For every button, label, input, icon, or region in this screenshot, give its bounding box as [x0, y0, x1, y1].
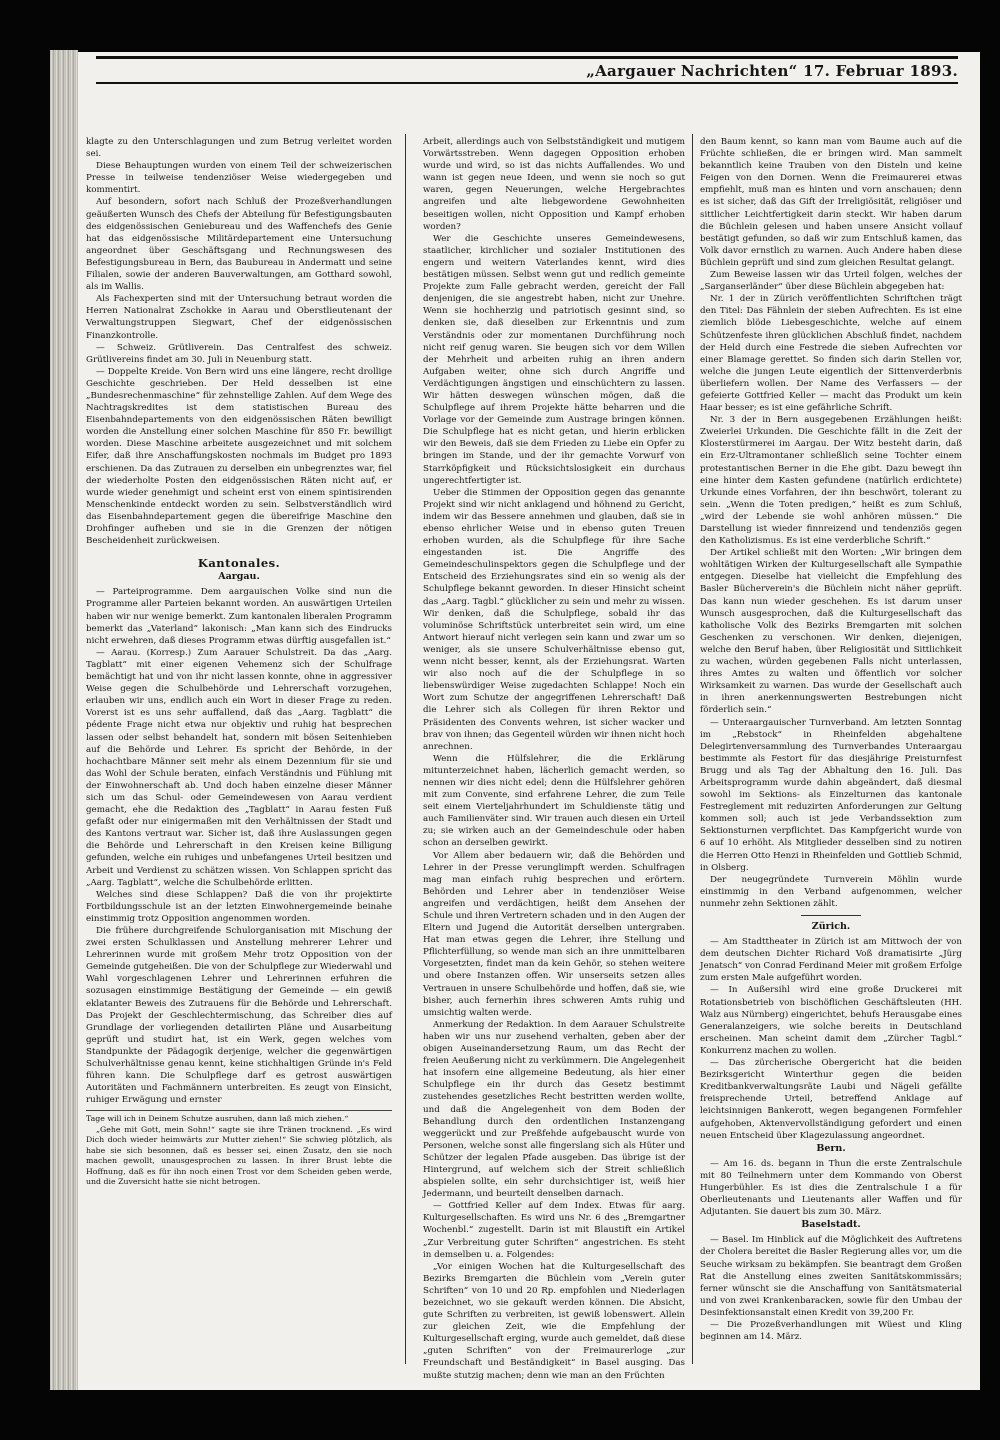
paragraph: — Basel. Im Hinblick auf die Möglichkeit des Auftretens der Cholera bereitet die Basler Regierung alles vor, um die Seuche wirksam zu bekämpfen. Sie beantragt dem Großen Rat die Anstellung eines zweiten Sanitätskommissärs; ferner wünscht sie die Anschaffung von Sanitätsmaterial und von zwei Krankenbaracken, sowie für den Umbau der Desinfektionsanstalt einen Kredit von 39,200 Fr.	[700, 1235, 962, 1318]
footer-paragraph: „Gehe mit Gott, mein Sohn!“ sagte sie ihre Tränen trocknend. „Es wird Dich doch wieder heimwärts zur Mutter ziehen!“ Sie schwieg plötzlich, als habe sie sich besonnen, daß es besser sei, einen Zusatz, den sie noch machen gewollt, unausgesprochen zu lassen. In ihrer Brust lebte die Hoffnung, daß es für ihn noch einen Trost vor dem Scheiden geben werde, und die Zuversicht hatte sie nicht betrogen.	[86, 1124, 392, 1187]
page-header	[96, 60, 958, 84]
column-3	[700, 136, 962, 1358]
paragraph: Nr. 3 der in Bern ausgegebenen Erzählungen heißt: Zweierlei Urkunden. Die Geschichte fällt in die Zeit der Klosterstürmerei im Aargau. Der Witz besteht darin, daß ein Erz-Ultramontaner schließlich seine Tochter einem protestantischen Berner in die Ehe gibt. Dazu bewegt ihn eine hinter dem Kasten gefundene (natürlich erdichtete) Urkunde eines Vorfahren, der ihn beschwört, tolerant zu sein. „Wenn die Toten predigen,“ heißt es zum Schluß, „wird der Lebende sie wohl anhören müssen.“ Die Darstellung ist wieder finnreizend und tendenziös gegen den Katholizismus. Es ist eine verderbliche Schrift.“	[700, 415, 962, 547]
paragraph: Zum Beweise lassen wir das Urteil folgen, welches der „Sarganserländer“ über diese Büchlein abgegeben hat:	[700, 270, 962, 293]
paragraph: — Die Prozeßverhandlungen mit Wüest und Kling beginnen am 14. März.	[700, 1320, 962, 1343]
paragraph: — Schweiz. Grütliverein. Das Centralfest des schweiz. Grütlivereins findet am 30. Juli in Neuenburg statt.	[86, 342, 392, 365]
paragraph: Wenn die Hülfslehrer, die die Erklärung mitunterzeichnet haben, lächerlich gemacht werden, so nennen wir dies nicht edel; denn die Hülfslehrer gehören mit zum Convente, sind erfahrene Lehrer, die zum Teile seit einem Vierteljahrhundert im Schuldienste tätig und auch Familienväter sind. Wir trauen auch diesen ein Urteil zu; sie wirken auch an der Gemeindeschule oder haben schon an derselben gewirkt.	[423, 753, 685, 849]
paragraph: Der Artikel schließt mit den Worten: „Wir bringen dem wohltätigen Wirken der Kulturgesellschaft alle Sympathie entgegen. Dieselbe hat vielleicht die Empfehlung des Basler Bücherverein's die Büchlein nicht näher geprüft. Das kann nun wieder geschehen. Es ist darum unser Wunsch ausgesprochen, daß die Kulturgesellschaft das katholische Volk des Bezirks Bremgarten mit solchen Geschenken zu verschonen. Wir denken, diejenigen, welche den Beruf haben, über Religiosität und Sittlichkeit zu wachen, würden gegebenen Falls nicht unterlassen, ihres Amtes zu walten und öffentlich vor solcher Wirksamkeit zu warnen. Das wurde der Gesellschaft auch in ihren anerkennungswerten Bestrebungen nicht förderlich sein.“	[700, 548, 962, 716]
paragraph: Nr. 1 der in Zürich veröffentlichten Schriftchen trägt den Titel: Das Fähnlein der sieben Aufrechten. Es ist eine ziemlich blöde Liebesgeschichte, welche auf einem Schützenfeste ihren glücklichen Abschluß findet, nachdem der Held durch eine Festrede die sieben Aufrechten vor einer Blamage gerettet. So finden sich darin Stellen vor, welche die jungen Leute eigentlich der Sittenverderbnis überliefern wollen. Der Name des Verfassers — der gefeierte Gottfried Keller — macht das Produkt um kein Haar besser; es ist eine gefährliche Schrift.	[700, 294, 962, 414]
paragraph: „Vor einigen Wochen hat die Kulturgesellschaft des Bezirks Bremgarten die Büchlein vom „Verein guter Schriften“ von 10 und 20 Rp. empfohlen und Niederlagen bezeichnet, wo sie gekauft werden können. Die Absicht, gute Schriften zu verbreiten, ist gewiß lobenswert. Allein zur gleichen Zeit, wie die Empfehlung der Kulturgesellschaft erging, wurde auch gemeldet, daß diese „guten Schriften“ von der Freimaurerloge „zur Freundschaft und Beständigkeit“ in Basel ausging. Das mußte stutzig machen; denn wie man an den Früchten	[423, 1261, 685, 1381]
paragraph: — Unteraargauischer Turnverband. Am letzten Sonntag im „Rebstock“ in Rheinfelden abgehaltene Delegirtenversammlung des Turnverbandes Unteraargau bestimmte als Festort für das diesjährige Preisturnfest Brugg und als Tag der Abhaltung den 16. Juli. Das Arbeitsprogramm wurde dahin abgeändert, daß diesmal sowohl im Sektions- als Einzelturnen das kantonale Festreglement mit reduzirten Anforderungen zur Geltung kommen soll; auch ist jede Verbandssektion zum Sektionsturnen verpflichtet. Das Kampfgericht wurde von 6 auf 10 erhöht. Als Mitglieder desselben sind zu notiren die Herren Otto Henzi in Rheinfelden und Gottlieb Schmid, in Olsberg.	[700, 717, 962, 873]
paragraph: den Baum kennt, so kann man vom Baume auch auf die Früchte schließen, die er bringen wird. Man sammelt bekanntlich keine Trauben von den Disteln und keine Feigen von den Dornen. Wenn die Freimaurerei etwas empfiehlt, muß man es hinten und vorn anschauen; denn es ist sicher, daß das Gift der Irreligiösität, religiöser und sittlicher Leichtfertigkeit darin steckt. Wir haben darum die Büchlein gelesen und haben unsere Ansicht vollauf bestätigt gefunden, so daß wir zum Entschluß kamen, das Volk davor ernstlich zu warnen. Auch Andere haben diese Büchlein geprüft und sind zum gleichen Resultat gelangt.	[700, 137, 962, 268]
subsection-heading: Zürich.	[811, 921, 851, 932]
separator-rule	[801, 915, 861, 916]
paragraph: Wer die Geschichte unseres Gemeindewesens, staatlicher, kirchlicher und sozialer Institutionen des engern und weitern Vaterlandes kennt, wird dies bestätigen müssen. Selbst wenn gut und redlich gemeinte Projekte zum Falle gebracht werden, gereicht der Fall denjenigen, die sie angestrebt haben, nicht zur Unehre. Wenn sie hochherzig und patriotisch gesinnt sind, so denken sie, daß dieselben zur Erkenntnis und zum Verständnis oder zur momentanen Durchführung noch nicht reif genug waren. Sie beugen sich vor dem Willen der Mehrheit und arbeiten ruhig an ihren andern Aufgaben weiter, ohne sich durch Angriffe und Verdächtigungen ängstigen und einschüchtern zu lassen. Wir hätten deswegen wünschen mögen, daß die Schulpflege auf ihrem Projekte hätte beharren und die Vorlage vor der Gemeinde zum Austrage bringen können. Die Schulpflege hat es nicht getan, und hierin erblicken wir den Beweis, daß sie dem Frieden zu Liebe ein Opfer zu bringen im Stande, und der ihr gemachte Vorwurf von Starrköpfigkeit und Rücksichtslosigkeit ein durchaus ungerechtfertigter ist.	[423, 233, 685, 486]
paragraph: — Aarau. (Korresp.) Zum Aarauer Schulstreit. Da das „Aarg. Tagblatt“ mit einer eigenen Vehemenz sich der Schulfrage bemächtigt hat und von ihr nicht lassen konnte, ohne in aggressiver Weise gegen die Schulbehörde und Lehrerschaft vorzugehen, erlauben wir uns, endlich auch ein Wort in dieser Frage zu reden. Vorerst ist es uns sehr auffallend, daß das „Aarg. Tagblatt“ die pédente Frage nicht etwa nur objektiv und ruhig hat besprechen lassen oder selbst behandelt hat, sondern mit bösen Seitenhieben auf die Behörde und Lehrer. Es spricht der Behörde, in der hochachtbare Männer seit mehr als einem Dezennium für sie und das Wohl der Schule beraten, einfach Verständnis und Fühlung mit der Einwohnerschaft ab. Und doch haben einzelne dieser Männer sich um das Schul- oder Gemeindewesen von Aarau verdient gemacht, ehe die Redaktion des „Tagblatt“ in Aarau festen Fuß gefaßt oder nur einigermaßen mit den Verhältnissen der Stadt und des Kantons vertraut war. Sicher ist, daß ihre Auslassungen gegen die Behörde und Lehrerschaft in den Kreisen keine Billigung gefunden, welche ein ruhiges und unbefangenes Urteil besitzen und Arbeit und Verdienst zu schätzen wissen. Von Schlappen spricht das „Aarg. Tagblatt“, welche die Schulbehörde erlitten.	[86, 647, 392, 888]
paragraph: — Doppelte Kreide. Von Bern wird uns eine längere, recht drollige Geschichte geschrieben. Der Held desselben ist eine „Bundesrechenmaschine“ für zehnstellige Zahlen. Auf dem Wege des Nachtragskredites ist dem statistischen Bureau des Eisenbahndepartements von den eidgenössischen Räten bewilligt worden die Anstellung einer solchen Maschine für 850 Fr. bewilligt worden. Diese Maschine arbeitete ausgezeichnet und mit solchem Eifer, daß ihre Anschaffungskosten nochmals im Budget pro 1893 erschienen. Da das Zutrauen zu derselben ein unbegrenztes war, fiel der wiederholte Posten den eidgenössischen Räten nicht auf, er wurde wieder genehmigt und scheint erst von einem spintisirenden Menschenkinde entdeckt worden zu sein. Selbstverständlich wird das Eisenbahndepartement gegen die übereifrige Maschine den Drohfinger aufheben und sie in die Grenzen der nötigen Bescheidenheit zurückweisen.	[86, 366, 392, 547]
paragraph: Der neugegründete Turnverein Möhlin wurde einstimmig in den Verband aufgenommen, welcher nunmehr zehn Sektionen zählt.	[700, 874, 962, 909]
subsection-heading: Baselstadt.	[801, 1219, 861, 1231]
column-divider	[405, 134, 406, 1364]
paragraph: Vor Allem aber bedauern wir, daß die Behörden und Lehrer in der Presse verunglimpft werden. Schulfragen mag man einfach ruhig besprechen und erörtern. Behörden und Lehrer aber in tendenziöser Weise angreifen und verdächtigen, heißt dem Ansehen der Schule und ihren Vertretern schaden und in den Augen der Eltern und Jugend die Autorität derselben untergraben. Hat man etwas gegen die Lehrer, ihre Stellung und Pflichterfüllung, so wende man sich an ihre unmittelbaren Vorgesetzten, findet man da kein Gehör, so stehen weitere und obere Instanzen offen. Wir unserseits setzen alles Vertrauen in unsere Schulbehörde und hoffen, daß sie, wie bisher, auch fernerhin ihres schweren Amts ruhig und umsichtig walten werde.	[423, 850, 685, 1018]
newspaper-page	[78, 52, 980, 1390]
paragraph: Auf besondern, sofort nach Schluß der Prozeßverhandlungen geäußerten Wunsch des Chefs der Abteilung für Befestigungsbauten des eidgenössischen Geniebureau und des Waffenchefs des Genie hat das eidgenössische Militärdepartement eine Untersuchung angeordnet über Geschäftsgang und Rechnungswesen des Befestigungsbureau in Bern, das Baubureau in Andermatt und seine Filialen, sowie der anderen Bauverwaltungen, am Gotthard sowohl, als im Wallis.	[86, 197, 392, 293]
paragraph: — Parteiprogramme. Dem aargauischen Volke sind nun die Programme aller Parteien bekannt worden. An auswärtigen Urteilen haben wir nur wenige bemerkt. Zum kantonalen liberalen Programm bemerkt das „Vaterland“ lakonisch: „Man kann sich des Eindrucks nicht erwehren, daß dieses Programm etwas dürftig ausgefallen ist.“	[86, 587, 392, 646]
paragraph: — Am Stadttheater in Zürich ist am Mittwoch der von dem deutschen Dichter Richard Voß dramatisirte „Jürg Jenatsch“ von Conrad Ferdinand Meier mit großem Erfolge zum ersten Male aufgeführt worden.	[700, 937, 962, 984]
paragraph: — In Außersihl wird eine große Druckerei mit Rotationsbetrieb von bischöflichen Geschäftsleuten (HH. Walz aus Nürnberg) eingerichtet, behufs Herausgabe eines Generalanzeigers, wie solche bereits in Deutschland erscheinen. Man scheint damit dem „Zürcher Tagbl.“ Konkurrenz machen zu wollen.	[700, 985, 962, 1056]
paragraph: Welches sind diese Schlappen? Daß die von ihr projektirte Fortbildungsschule ist an der letzten Einwohnergemeinde beinahe einstimmig trotz Opposition angenommen worden.	[86, 889, 392, 924]
paragraph: Arbeit, allerdings auch von Selbstständigkeit und mutigem Vorwärtsstreben. Wenn dagegen Opposition erhoben wurde und wird, so ist das nichts Auffallendes. Wo und wann ist gegen neue Ideen, und wenn sie noch so gut waren, gegen Neuerungen, welche Hergebrachtes angreifen und alte liebgewordene Gewohnheiten beseitigen wollen, nicht Opposition und Kampf erhoben worden?	[423, 137, 685, 232]
section-heading: Kantonales.	[197, 556, 281, 571]
masthead-title: „Aargauer Nachrichten“ 17. Februar 1893.	[586, 62, 958, 80]
paragraph: Als Fachexperten sind mit der Untersuchung betraut worden die Herren Nationalrat Zschokke in Aarau und Oberstlieutenant der Verwaltungstruppen Siegwart, Chef der eidgenössischen Finanzkontrolle.	[86, 294, 392, 341]
paragraph: Diese Behauptungen wurden von einem Teil der schweizerischen Presse in teilweise tendenziöser Weise wiedergegeben und kommentirt.	[86, 161, 392, 196]
column-1	[86, 136, 392, 1358]
column-2	[423, 136, 685, 1381]
paragraph: — Am 16. ds. begann in Thun die erste Zentralschule mit 80 Teilnehmern unter dem Kommando von Oberst Hungerbühler. Es ist dies die Zentralschule I a für Oberlieutenants und Lieutenants aller Waffen und für Adjutanten. Sie dauert bis zum 30. März.	[700, 1158, 962, 1218]
subsection-heading: Bern.	[816, 1142, 846, 1154]
paragraph: — Das zürcherische Obergericht hat die beiden Bezirksgericht Winterthur gegen die beiden Kreditbankverwaltungsräte Laubi und Nägeli gefällte freisprechende Urteil, betreffend Anklage auf leichtsinnigen Bankerott, wegen begangenen Formfehler aufgehoben, Aktenvervollständigung gefordert und einen neuen Entscheid über Klagezulassung angeordnet.	[700, 1058, 962, 1141]
paragraph: Anmerkung der Redaktion. In dem Aarauer Schulstreite haben wir uns nur zusehend verhalten, geben aber der obigen Auseinandersetzung Raum, um das Recht der freien Aeußerung nicht zu verkümmern. Die Angelegenheit hat insofern eine allgemeine Bedeutung, als hier einer Schulpflege ein ihr durch das Gesetz bestimmt zustehendes gesetzliches Recht bestritten werden wollte, und daß die Angelegenheit von dem Boden der Behandlung durch den ordentlichen Instanzengang weggerückt und zur Preßfehde aufgebauscht wurde von Personen, welche sonst alle fingerslang sich als Hüter und Schützer der legalen Pfade ausgeben. Das übrige ist der Hintergrund, auf welchem sich der Streit schließlich abspielen sollte, ein sehr durchsichtiger ist, weiß hier Jedermann, und beurteilt denselben darnach.	[423, 1019, 685, 1200]
column-divider	[692, 134, 693, 1364]
footer-paragraph: Tage will ich in Deinem Schutze ausruhen, dann laß mich ziehen.“	[86, 1114, 349, 1124]
paragraph: Ueber die Stimmen der Opposition gegen das genannte Projekt sind wir nicht anklagend und höhnend zu Gericht, indem wir das Bessere annehmen und glauben, daß sie in ebenso ehrlicher Weise und in ebenso guten Treuen erhoben wurden, als die Schulpflege für ihre Sache eingestanden ist. Die Angriffe des Gemeindeschulinspektors gegen die Schulpflege und der Entscheid des Erziehungsrates sind ein so wenig als der Schulpflege bekannt geworden. In dieser Hinsicht scheint das „Aarg. Tagbl.“ glücklicher zu sein und mehr zu wissen. Wir denken, daß die Schulpflege, sobald ihr das voluminöse Schriftstück unterbreitet sein wird, um eine Antwort hierauf nicht verlegen sein kann und zwar um so weniger, als sie unsere Schulverhältnisse ebenso gut, wenn nicht besser, kennt, als der Erziehungsrat. Warten wir also noch auf die der Schulpflege in so liebenswürdiger Weise zugedachten Schlappe! Noch ein Wort zum Schutze der angegriffenen Lehrerschaft! Daß die Lehrer sich als Collegen für ihren Rektor und Präsidenten des Convents wehren, ist sicher wacker und brav von ihnen; das Gegenteil würden wir ihnen nicht hoch anrechnen.	[423, 487, 685, 752]
subsection-heading: Aargau.	[218, 571, 260, 583]
paragraph: klagte zu den Unterschlagungen und zum Betrug verleitet worden sei.	[86, 137, 392, 160]
book-page-edges	[50, 50, 78, 1390]
header-top-rule	[96, 56, 958, 59]
paragraph: — Gottfried Keller auf dem Index. Etwas für aarg. Kulturgesellschaften. Es wird uns Nr. 6 des „Bremgartner Wochenbl.“ zugestellt. Darin ist mit Blaustift ein Artikel „Zur Verbreitung guter Schriften“ angestrichen. Es steht in demselben u. a. Folgendes:	[423, 1201, 685, 1260]
feuilleton-footer	[86, 1110, 392, 1188]
paragraph: Die frühere durchgreifende Schulorganisation mit Mischung der zwei ersten Schulklassen und Anstellung mehrerer Lehrer und Lehrerinnen wurde mit großem Mehr trotz Opposition von der Gemeinde gutgeheißen. Die von der Schulpflege zur Wiederwahl und Wahl vorgeschlagenen Lehrer und Lehrerinnen erfuhren die sozusagen einstimmige Bestätigung der Gemeinde — ein gewiß eklatanter Beweis des Zutrauens für die Behörde und Lehrerschaft. Das Projekt der Geschlechtermischung, das Schreiber dies auf Grundlage der vorliegenden detailirten Pläne und Ausarbeitung geprüft und studirt hat, ist ein Werk, gegen welches vom Standpunkte der Pädagogik derjenige, welcher die gegenwärtigen Schulverhältnisse genau kennt, keine stichhaltigen Gründe in's Feld führen kann. Die Schulpflege darf es getrost auswärtigen Autoritäten und Fachmännern unterbreiten. Es zeugt von Einsicht, ruhiger Erwägung und ernster	[86, 926, 392, 1106]
